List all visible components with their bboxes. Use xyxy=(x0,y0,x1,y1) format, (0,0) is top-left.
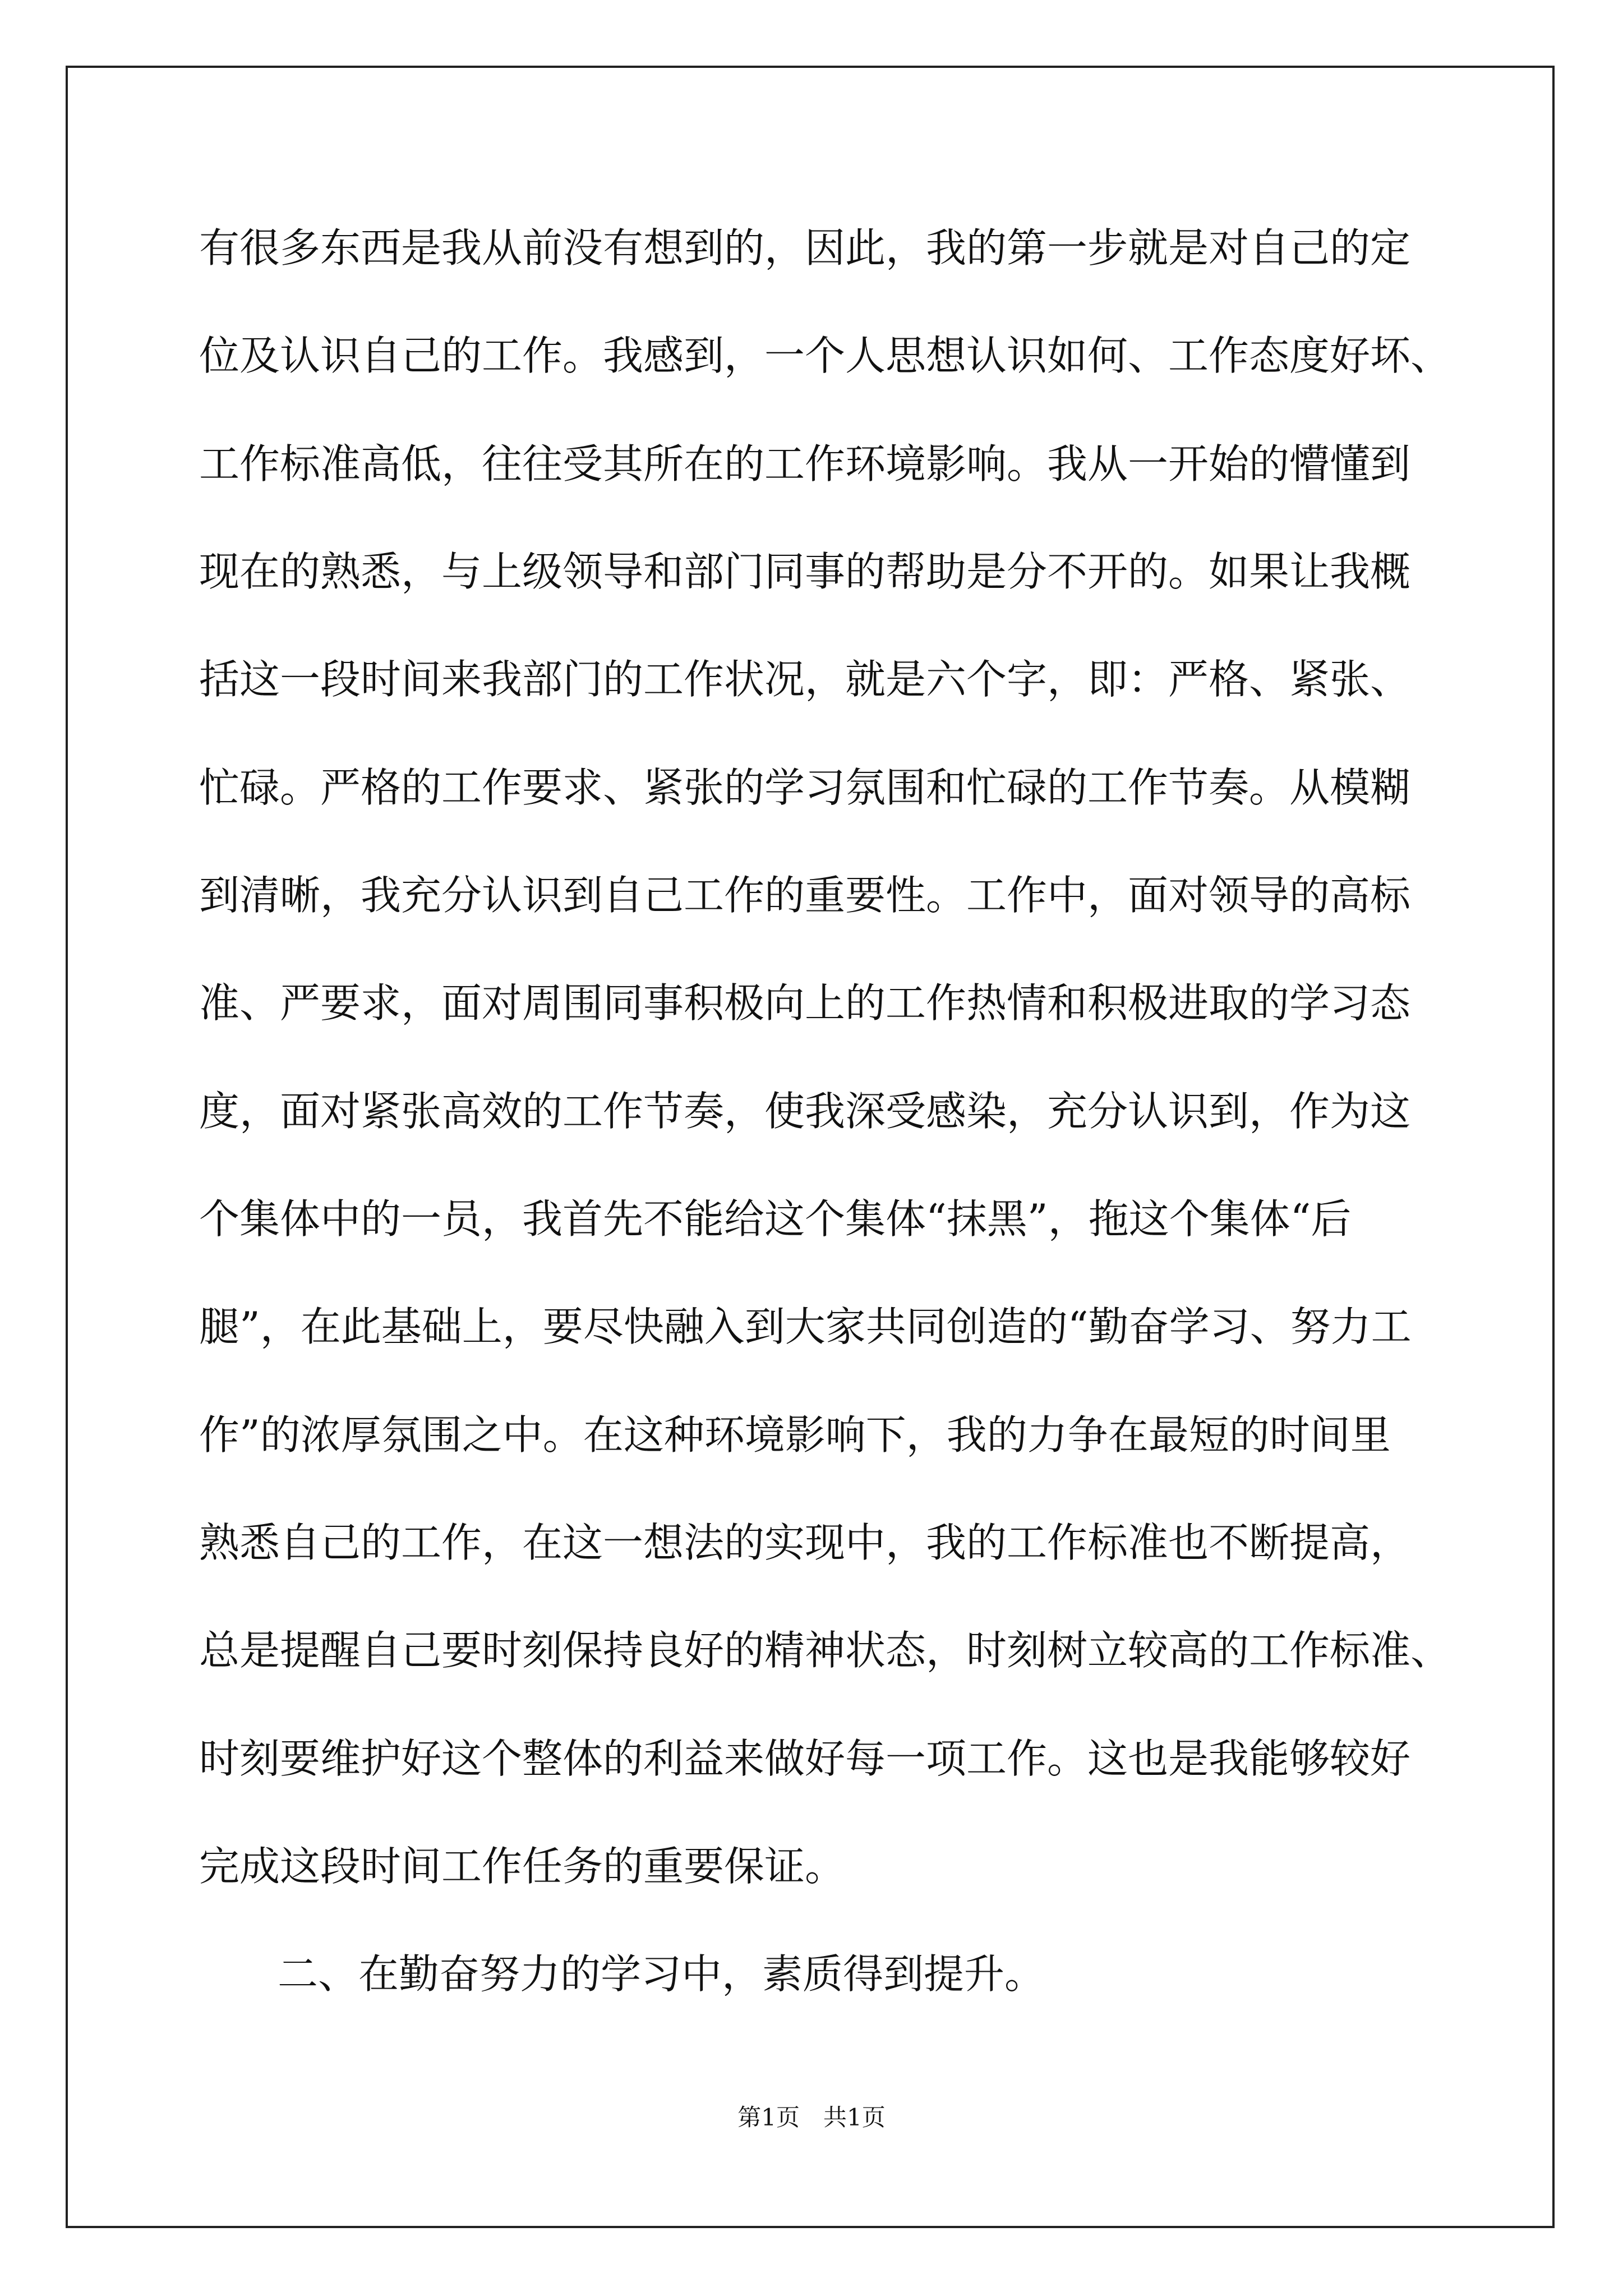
text-line: 有很多东西是我从前没有想到的，因此，我的第一步就是对自己的定 xyxy=(199,224,1411,272)
text-line: 忙碌。严格的工作要求、紧张的学习氛围和忙碌的工作节奏。从模糊 xyxy=(199,764,1411,811)
text-line: 准、严要求，面对周围同事积极向上的工作热情和积极进取的学习态 xyxy=(199,979,1411,1027)
text-line: 完成这段时间工作任务的重要保证。 xyxy=(199,1843,846,1890)
section-heading: 二、在勤奋努力的学习中，素质得到提升。 xyxy=(278,1950,1045,1998)
page-border xyxy=(66,66,1555,2228)
text-line: 现在的熟悉，与上级领导和部门同事的帮助是分不开的。如果让我概 xyxy=(199,548,1411,595)
text-line: 腿”，在此基础上，要尽快融入到大家共同创造的“勤奋学习、努力工 xyxy=(199,1303,1412,1350)
text-line: 时刻要维护好这个整体的利益来做好每一项工作。这也是我能够较好 xyxy=(199,1735,1411,1782)
text-line: 括这一段时间来我部门的工作状况，就是六个字，即：严格、紧张、 xyxy=(199,656,1411,703)
text-line: 作”的浓厚氛围之中。在这种环境影响下，我的力争在最短的时间里 xyxy=(199,1411,1391,1458)
text-line: 熟悉自己的工作，在这一想法的实现中，我的工作标准也不断提高， xyxy=(199,1519,1411,1566)
text-line: 总是提醒自己要时刻保持良好的精神状态，时刻树立较高的工作标准、 xyxy=(199,1627,1451,1674)
text-line: 度，面对紧张高效的工作节奏，使我深受感染，充分认识到，作为这 xyxy=(199,1088,1411,1135)
page-number-footer: 第1页 共1页 xyxy=(737,2104,886,2131)
text-line: 个集体中的一员，我首先不能给这个集体“抹黑”，拖这个集体“后 xyxy=(199,1195,1352,1243)
text-line: 位及认识自己的工作。我感到，一个人思想认识如何、工作态度好坏、 xyxy=(199,332,1451,379)
text-line: 到清晰，我充分认识到自己工作的重要性。工作中，面对领导的高标 xyxy=(199,872,1411,919)
text-line: 工作标准高低，往往受其所在的工作环境影响。我从一开始的懵懂到 xyxy=(199,440,1411,487)
